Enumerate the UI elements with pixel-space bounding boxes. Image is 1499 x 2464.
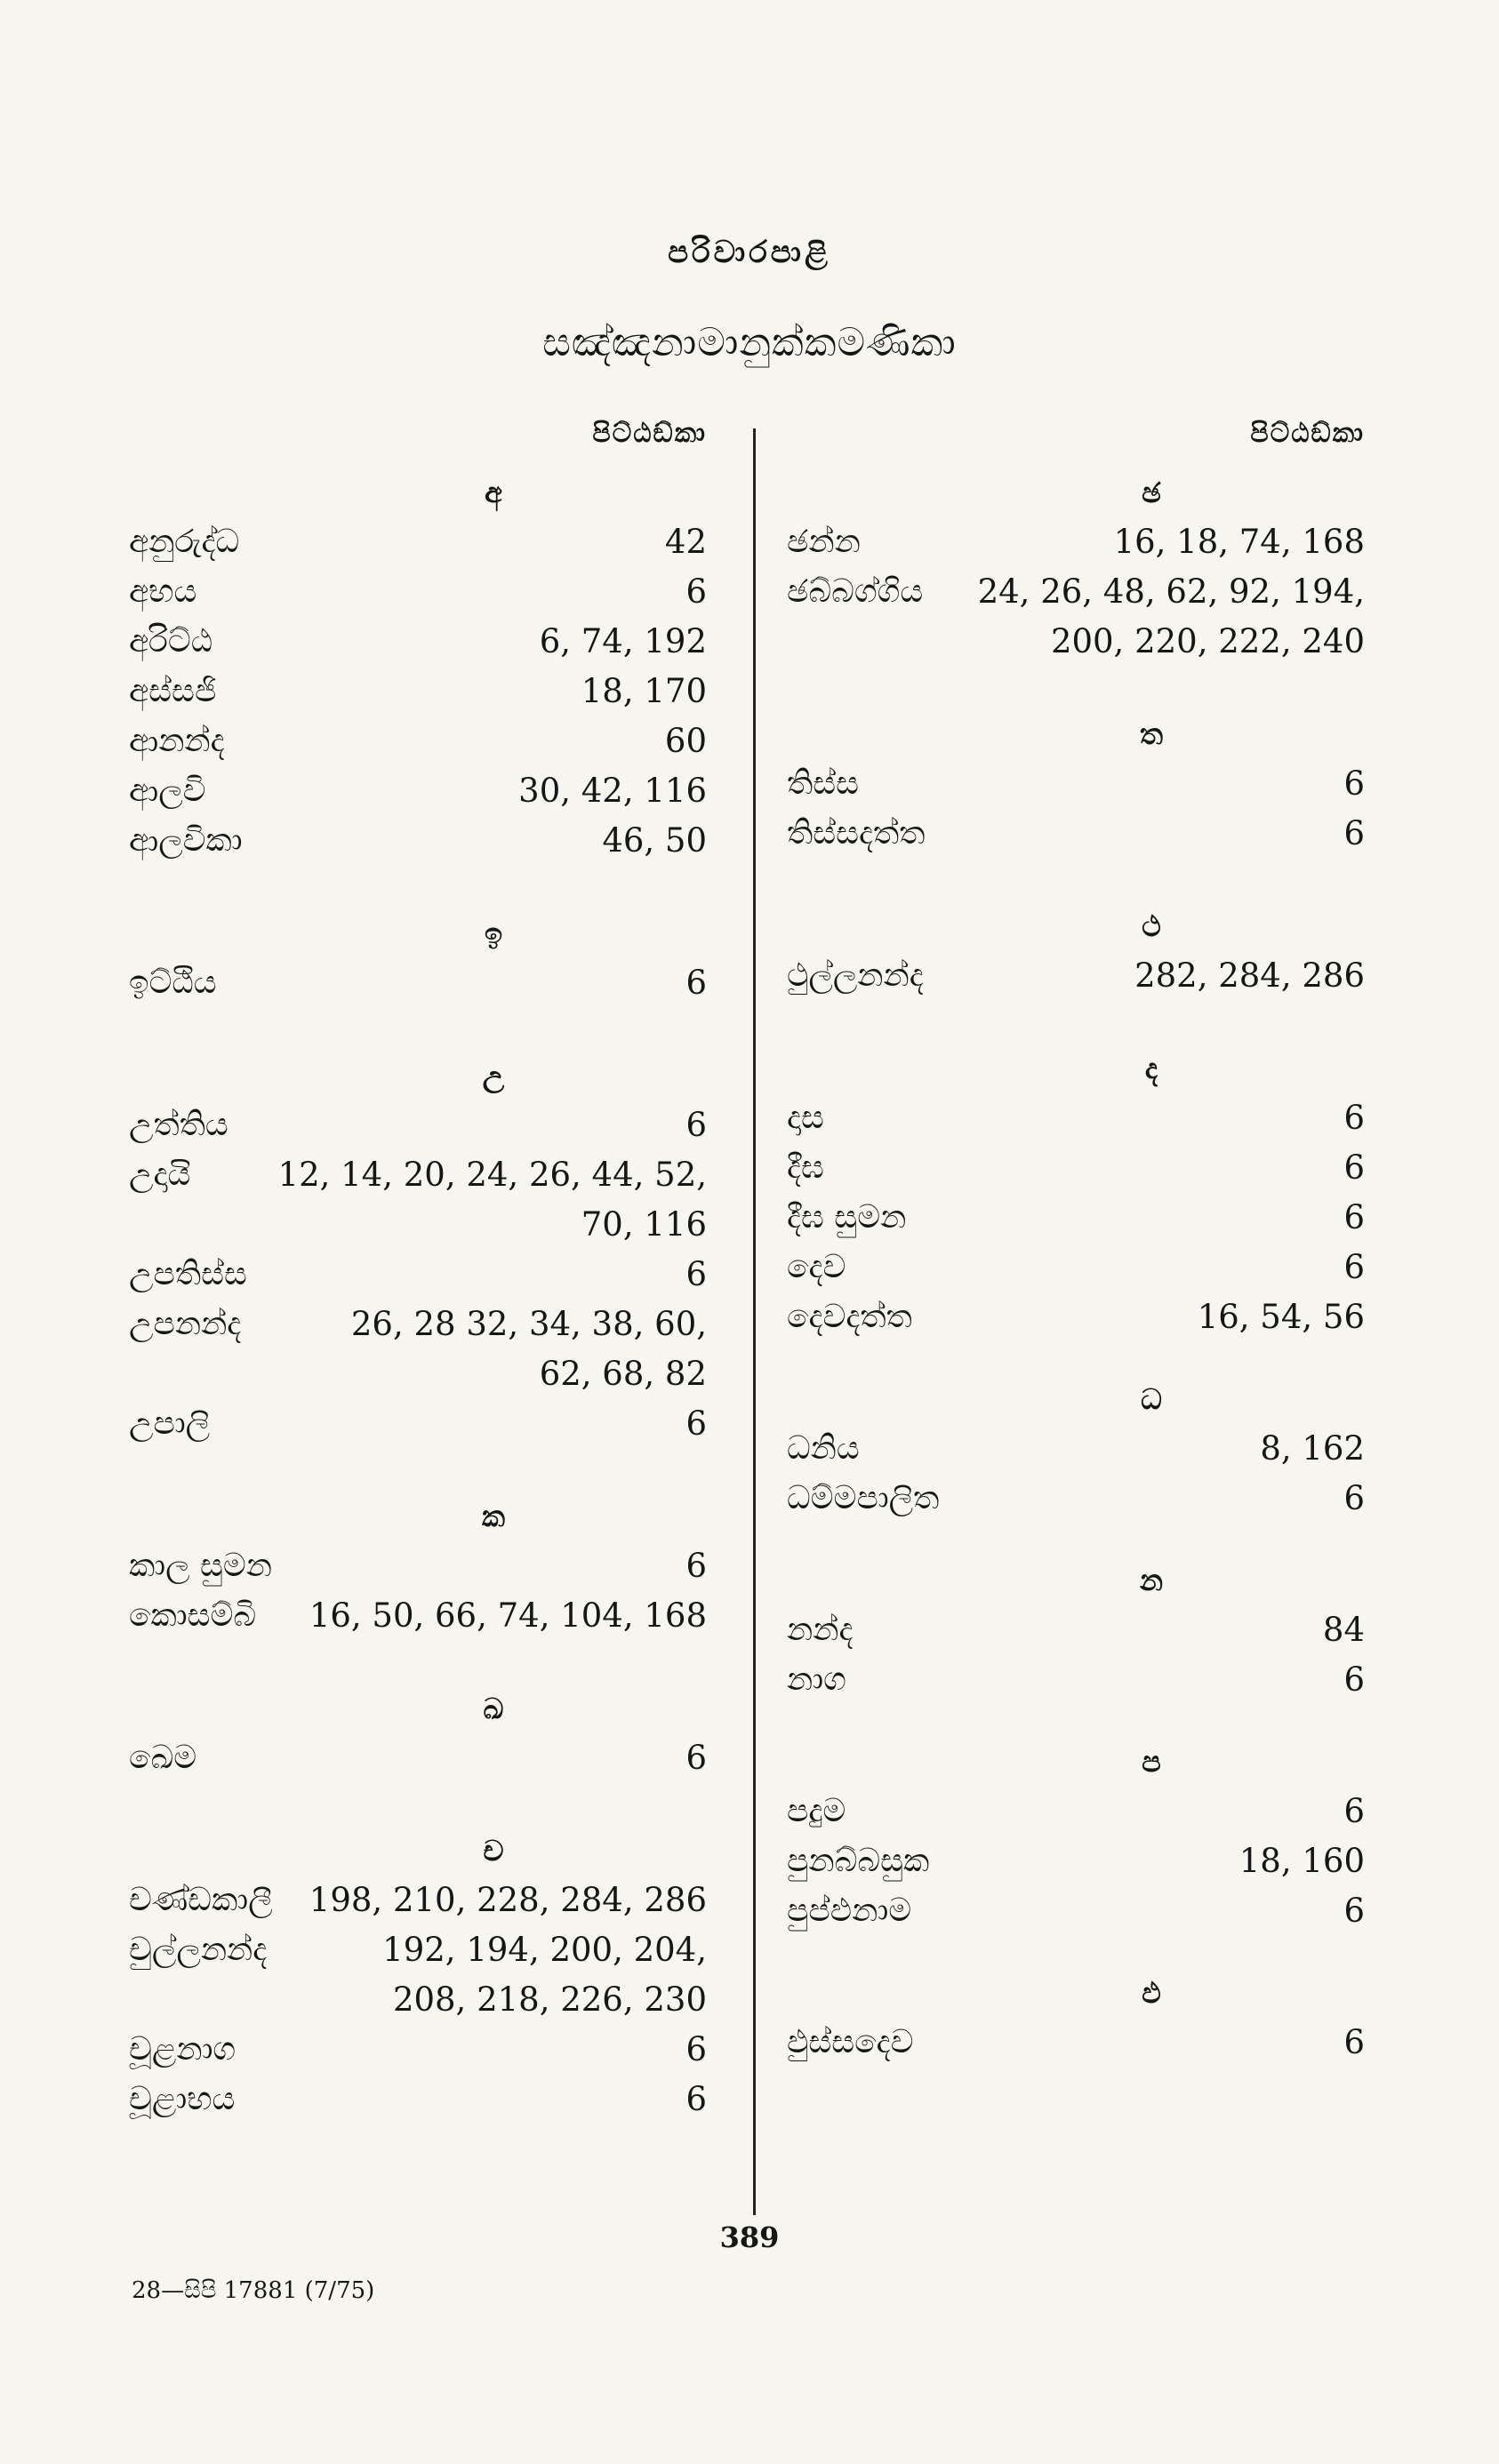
index-section bbox=[787, 1556, 1365, 1705]
index-entry bbox=[787, 1424, 1365, 1474]
entry-name: ඡන්න bbox=[787, 524, 861, 560]
section-gap bbox=[129, 1641, 707, 1684]
index-entry bbox=[129, 766, 707, 816]
entry-pages: 6 bbox=[685, 1739, 707, 1777]
index-entry bbox=[787, 1655, 1365, 1705]
entry-name: ආලවිකා bbox=[129, 822, 243, 859]
entry-pages: 6 bbox=[685, 1547, 707, 1585]
entry-name: චූළාභය bbox=[129, 2081, 236, 2117]
index-entry bbox=[787, 809, 1365, 859]
index-entry bbox=[787, 1143, 1365, 1193]
index-entry bbox=[129, 1733, 707, 1783]
section-letter: ධ bbox=[1141, 1382, 1162, 1416]
index-entry bbox=[129, 958, 707, 1008]
entry-name: කොසම්බි bbox=[129, 1597, 257, 1634]
section-letter: උ bbox=[482, 1059, 505, 1092]
entry-pages: 24, 26, 48, 62, 92, 194, 200, 220, 222, 240 bbox=[977, 572, 1365, 660]
index-section bbox=[787, 1737, 1365, 1936]
section-letter: ච bbox=[483, 1834, 504, 1868]
column-page-label: පිට්ඨඞ්කා bbox=[592, 418, 707, 449]
index-entry bbox=[129, 517, 707, 567]
entry-name: චුල්ලනන්ද bbox=[129, 1932, 268, 1968]
entry-name: ඵුස්සදෙව bbox=[787, 2024, 914, 2060]
index-section bbox=[129, 1051, 707, 1449]
entry-pages: 6 bbox=[1343, 1248, 1365, 1286]
entry-name: දෙවදත්ත bbox=[787, 1299, 912, 1335]
entry-pages: 6 bbox=[1343, 764, 1365, 803]
index-entry bbox=[787, 1787, 1365, 1836]
index-entry bbox=[129, 1100, 707, 1150]
index-section bbox=[787, 468, 1365, 667]
print-code: 28—සිපි 17881 (7/75) bbox=[132, 2277, 375, 2304]
section-letter: ප bbox=[1142, 1745, 1161, 1779]
entry-name: ධම්මපාලිත bbox=[787, 1480, 940, 1516]
entry-name: උත්තිය bbox=[129, 1107, 228, 1143]
index-entry bbox=[129, 2075, 707, 2124]
index-subtitle: සඤ්ඤනාමානුක්කමණිකා bbox=[542, 320, 957, 365]
entry-name: ආලවි bbox=[129, 772, 206, 809]
index-entry bbox=[129, 567, 707, 617]
entry-pages: 6 bbox=[1343, 1479, 1365, 1517]
entry-pages: 6 bbox=[1343, 814, 1365, 852]
entry-name: ධනිය bbox=[787, 1430, 860, 1467]
entry-pages: 16, 50, 66, 74, 104, 168 bbox=[309, 1596, 707, 1635]
entry-name: ඉට්ඨිය bbox=[129, 964, 217, 1001]
section-letter: ඵ bbox=[1142, 1976, 1161, 2010]
entry-name: අනුරුද්ධ bbox=[129, 524, 240, 560]
entry-name: ථුල්ලනන්ද bbox=[787, 957, 924, 994]
section-gap bbox=[787, 1705, 1365, 1737]
index-section bbox=[787, 1044, 1365, 1342]
entry-pages: 18, 170 bbox=[581, 672, 707, 710]
index-entry bbox=[129, 1250, 707, 1300]
index-entry bbox=[129, 1925, 707, 2025]
entry-pages: 6 bbox=[685, 1255, 707, 1293]
section-gap bbox=[129, 866, 707, 908]
index-entry bbox=[787, 567, 1365, 667]
entry-name: උපතිස්ස bbox=[129, 1256, 247, 1292]
entry-name: ඛෙම bbox=[129, 1740, 197, 1776]
entry-name: දීඝ සුමන bbox=[787, 1199, 907, 1236]
page-number: 389 bbox=[719, 2220, 780, 2254]
section-letter: ඉ bbox=[484, 916, 503, 950]
index-entry bbox=[787, 1474, 1365, 1524]
entry-name: දෙව bbox=[787, 1249, 846, 1285]
entry-name: උපනන්ද bbox=[129, 1306, 242, 1342]
entry-pages: 6 bbox=[685, 2080, 707, 2118]
section-letter: ඛ bbox=[483, 1692, 504, 1725]
entry-name: ඡබ්බග්ගිය bbox=[787, 573, 924, 610]
entry-name: අස්සජි bbox=[129, 673, 217, 709]
index-entry bbox=[129, 816, 707, 866]
entry-pages: 6 bbox=[1343, 1792, 1365, 1830]
entry-pages: 6 bbox=[1343, 1099, 1365, 1137]
left-index-column bbox=[129, 418, 707, 2124]
entry-name: උදායි bbox=[129, 1156, 191, 1193]
entry-name: අභය bbox=[129, 573, 197, 610]
section-gap bbox=[787, 667, 1365, 709]
section-letter: ක bbox=[482, 1500, 505, 1533]
entry-pages: 46, 50 bbox=[602, 821, 707, 860]
entry-name: තිස්සදත්ත bbox=[787, 815, 926, 852]
entry-pages: 6 bbox=[685, 572, 707, 611]
section-letter: න bbox=[1140, 1564, 1163, 1597]
entry-name: පුනබ්බසුක bbox=[787, 1843, 930, 1879]
index-entry bbox=[787, 1886, 1365, 1936]
index-entry bbox=[129, 617, 707, 667]
entry-pages: 6, 74, 192 bbox=[539, 622, 707, 660]
entry-pages: 8, 162 bbox=[1260, 1429, 1365, 1468]
entry-name: තිස්ස bbox=[787, 765, 860, 802]
section-gap bbox=[129, 1449, 707, 1492]
index-entry bbox=[787, 951, 1365, 1001]
index-section bbox=[787, 1374, 1365, 1524]
index-entry bbox=[787, 759, 1365, 809]
entry-name: චණ්ඩකාලී bbox=[129, 1882, 273, 1918]
index-entry bbox=[787, 1836, 1365, 1886]
entry-pages: 12, 14, 20, 24, 26, 44, 52, 70, 116 bbox=[277, 1156, 707, 1244]
section-gap bbox=[787, 1001, 1365, 1044]
entry-name: පදුම bbox=[787, 1793, 846, 1829]
index-entry bbox=[787, 1243, 1365, 1292]
entry-pages: 84 bbox=[1322, 1611, 1365, 1649]
index-entry bbox=[129, 1591, 707, 1641]
entry-name: අරිට්ඨ bbox=[129, 623, 213, 660]
index-entry bbox=[129, 1300, 707, 1399]
index-section bbox=[129, 1492, 707, 1641]
entry-pages: 6 bbox=[1343, 1892, 1365, 1930]
index-section bbox=[129, 1826, 707, 2124]
index-entry bbox=[129, 667, 707, 716]
entry-name: දාස bbox=[787, 1100, 824, 1136]
section-gap bbox=[787, 859, 1365, 901]
entry-pages: 6 bbox=[685, 1404, 707, 1443]
entry-pages: 16, 18, 74, 168 bbox=[1113, 523, 1365, 561]
index-entry bbox=[787, 1193, 1365, 1243]
index-section bbox=[129, 1684, 707, 1783]
entry-pages: 6 bbox=[1343, 1198, 1365, 1236]
entry-pages: 60 bbox=[664, 722, 707, 760]
entry-pages: 26, 28 32, 34, 38, 60, 62, 68, 82 bbox=[350, 1305, 707, 1393]
section-gap bbox=[787, 1524, 1365, 1556]
index-section bbox=[129, 908, 707, 1008]
entry-pages: 18, 160 bbox=[1238, 1842, 1365, 1880]
section-letter: ත bbox=[1140, 717, 1163, 751]
entry-name: උපාලි bbox=[129, 1405, 211, 1442]
entry-pages: 6 bbox=[685, 1106, 707, 1144]
index-entry bbox=[129, 1399, 707, 1449]
index-entry bbox=[787, 1093, 1365, 1143]
entry-name: කාල සුමන bbox=[129, 1548, 272, 1584]
section-letter: ද bbox=[1144, 1052, 1158, 1085]
index-entry bbox=[129, 716, 707, 766]
index-entry bbox=[787, 1292, 1365, 1342]
index-section bbox=[129, 468, 707, 866]
entry-name: චූළනාග bbox=[129, 2031, 236, 2068]
entry-name: දීඝ bbox=[787, 1149, 824, 1186]
entry-name: ආනන්ද bbox=[129, 723, 225, 759]
section-letter: ඡ bbox=[1142, 476, 1161, 509]
section-gap bbox=[787, 1342, 1365, 1374]
index-entry bbox=[129, 1876, 707, 1925]
entry-pages: 30, 42, 116 bbox=[518, 772, 707, 810]
column-divider bbox=[753, 428, 756, 2215]
entry-pages: 16, 54, 56 bbox=[1197, 1298, 1365, 1336]
index-section bbox=[787, 901, 1365, 1001]
section-gap bbox=[787, 1936, 1365, 1968]
entry-pages: 6 bbox=[1343, 2023, 1365, 2061]
entry-pages: 198, 210, 228, 284, 286 bbox=[309, 1881, 707, 1919]
index-entry bbox=[787, 517, 1365, 567]
section-gap bbox=[129, 1008, 707, 1051]
entry-pages: 6 bbox=[685, 2030, 707, 2068]
page-title: පරිවාරපාළි bbox=[668, 235, 831, 270]
entry-pages: 42 bbox=[664, 523, 707, 561]
entry-pages: 192, 194, 200, 204, 208, 218, 226, 230 bbox=[382, 1931, 707, 2019]
entry-pages: 6 bbox=[1343, 1660, 1365, 1699]
entry-pages: 282, 284, 286 bbox=[1134, 956, 1365, 995]
index-section bbox=[787, 709, 1365, 859]
entry-name: නාග bbox=[787, 1661, 846, 1698]
index-entry bbox=[787, 1605, 1365, 1655]
index-entry bbox=[129, 1541, 707, 1591]
entry-name: පුප්ඵනාම bbox=[787, 1892, 912, 1929]
entry-pages: 6 bbox=[1343, 1148, 1365, 1187]
index-entry bbox=[129, 1150, 707, 1250]
index-entry bbox=[129, 2025, 707, 2075]
index-entry bbox=[787, 2018, 1365, 2068]
index-section bbox=[787, 1968, 1365, 2068]
entry-pages: 6 bbox=[685, 964, 707, 1002]
section-letter: අ bbox=[485, 476, 502, 509]
column-page-label: පිට්ඨඞ්කා bbox=[1250, 418, 1365, 449]
section-gap bbox=[129, 1783, 707, 1826]
entry-name: නන්ද bbox=[787, 1612, 854, 1648]
section-letter: ථ bbox=[1142, 909, 1161, 943]
right-index-column bbox=[787, 418, 1365, 2068]
